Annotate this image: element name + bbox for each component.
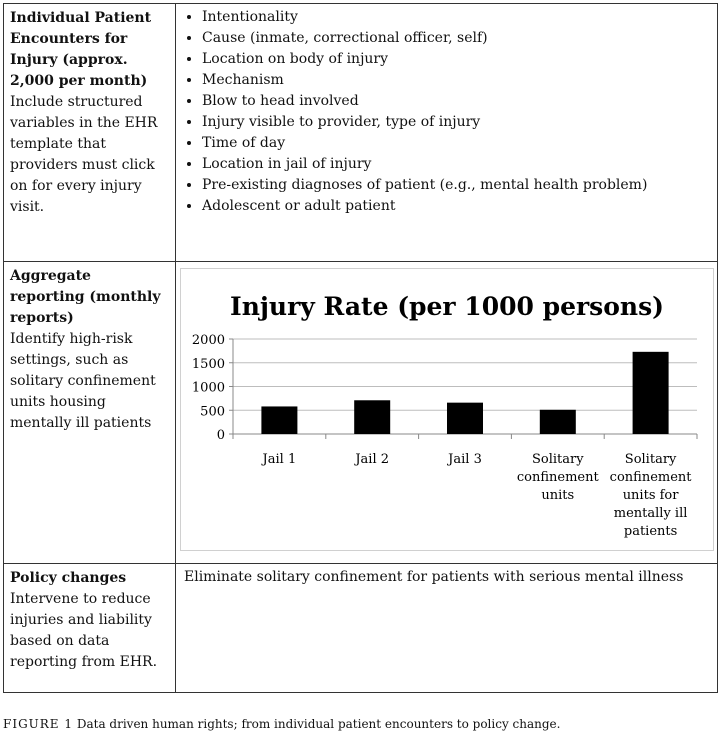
left-cell	[4, 4, 176, 261]
list-item: • Location in jail of injury	[202, 154, 709, 175]
x-tick-label: Solitary confinement units	[516, 452, 599, 503]
row-heading: Aggregate reporting (monthly reports)	[10, 268, 161, 326]
variable-list	[184, 7, 709, 217]
bar	[354, 400, 390, 434]
y-tick-label: 0	[216, 428, 225, 443]
list-item: • Cause (inmate, correctional officer, self)	[202, 28, 709, 49]
list-item: • Blow to head involved	[202, 91, 709, 112]
injury-rate-chart	[180, 268, 714, 551]
x-tick-label: Jail 1	[262, 452, 297, 467]
right-cell	[176, 564, 717, 692]
list-item: • Pre-existing diagnoses of patient (e.g., mental health problem)	[202, 175, 709, 196]
y-tick-label: 2000	[191, 333, 225, 348]
list-item: • Location on body of injury	[202, 49, 709, 70]
chart-svg	[181, 269, 713, 550]
y-tick-label: 500	[200, 404, 225, 420]
row-description: Intervene to reduce injuries and liability based on data reporting from EHR.	[10, 591, 158, 670]
left-cell	[4, 262, 176, 563]
row-heading: Policy changes	[10, 570, 127, 586]
bar	[633, 352, 669, 434]
y-tick-label: 1500	[191, 356, 225, 372]
list-item: • Intentionality	[202, 7, 709, 28]
row-policy-changes	[4, 564, 717, 692]
right-cell	[176, 262, 717, 563]
chart-title: Injury Rate (per 1000 persons)	[230, 292, 664, 321]
bar	[261, 406, 297, 434]
list-item: • Mechanism	[202, 70, 709, 91]
row-aggregate-reporting	[4, 262, 717, 564]
figure-table	[3, 3, 718, 693]
caption-label: FIGURE 1	[3, 717, 74, 731]
y-tick-label: 1000	[191, 380, 225, 396]
left-cell	[4, 564, 176, 692]
list-item: • Adolescent or adult patient	[202, 196, 709, 217]
figure-caption	[3, 717, 560, 731]
row-description: Identify high-risk settings, such as solitary confinement units housing mentally ill patients	[10, 331, 156, 431]
right-cell	[176, 4, 717, 261]
x-tick-label: Jail 3	[448, 452, 482, 467]
bar	[447, 403, 483, 434]
row-description: Include structured variables in the EHR template that providers must click on for every injury visit.	[10, 94, 158, 215]
bar	[540, 410, 576, 434]
caption-text: Data driven human rights; from individual patient encounters to policy change.	[76, 717, 561, 731]
x-tick-label: Solitary confinement units for mentally ill patients	[609, 452, 692, 539]
policy-text: Eliminate solitary confinement for patients with serious mental illness	[184, 569, 684, 585]
x-tick-label: Jail 2	[355, 452, 390, 467]
list-item: • Time of day	[202, 133, 709, 154]
list-item: • Injury visible to provider, type of injury	[202, 112, 709, 133]
row-heading: Individual Patient Encounters for Injury (approx. 2,000 per month)	[10, 10, 152, 89]
row-patient-encounters	[4, 4, 717, 262]
